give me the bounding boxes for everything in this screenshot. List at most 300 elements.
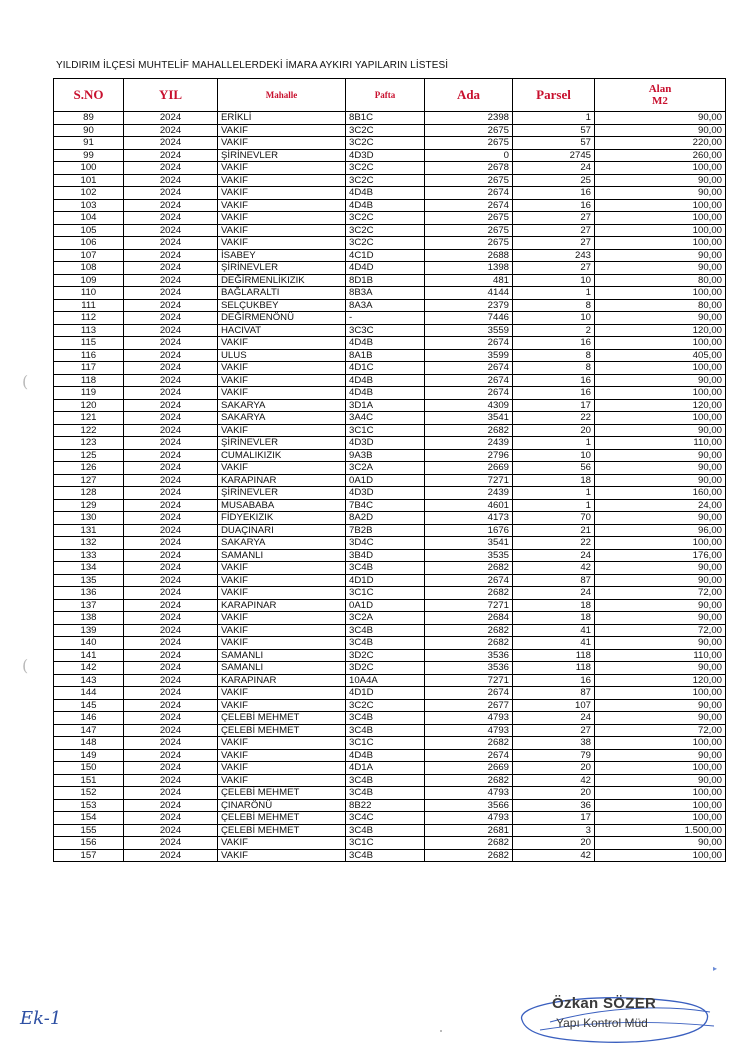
cell-sno: 126 [54, 462, 124, 475]
cell-ada: 2674 [425, 374, 513, 387]
cell-parsel: 42 [513, 562, 595, 575]
cell-pafta: 3C4B [346, 624, 425, 637]
cell-pafta: 8B22 [346, 799, 425, 812]
cell-pafta: 3C3C [346, 324, 425, 337]
cell-sno: 133 [54, 549, 124, 562]
table-row [54, 749, 726, 762]
cell-mahalle: VAKIF [218, 587, 346, 600]
cell-alan: 100,00 [595, 849, 726, 862]
cell-pafta: 8B3A [346, 287, 425, 300]
cell-ada: 2682 [425, 624, 513, 637]
cell-alan: 90,00 [595, 512, 726, 525]
cell-sno: 146 [54, 712, 124, 725]
cell-mahalle: KARAPINAR [218, 674, 346, 687]
cell-mahalle: ŞİRİNEVLER [218, 487, 346, 500]
cell-pafta: 4D4B [346, 387, 425, 400]
cell-parsel: 87 [513, 687, 595, 700]
cell-alan: 90,00 [595, 712, 726, 725]
cell-alan: 90,00 [595, 112, 726, 125]
cell-sno: 120 [54, 399, 124, 412]
cell-mahalle: ÇELEBİ MEHMET [218, 787, 346, 800]
cell-parsel: 118 [513, 649, 595, 662]
cell-ada: 4793 [425, 712, 513, 725]
table-row [54, 337, 726, 350]
table-row [54, 199, 726, 212]
cell-yil: 2024 [124, 224, 218, 237]
cell-sno: 130 [54, 512, 124, 525]
cell-parsel: 56 [513, 462, 595, 475]
cell-pafta: 4D3D [346, 437, 425, 450]
cell-mahalle: DEĞİRMENÖNÜ [218, 312, 346, 325]
cell-alan: 24,00 [595, 499, 726, 512]
cell-alan: 90,00 [595, 374, 726, 387]
cell-alan: 100,00 [595, 762, 726, 775]
cell-mahalle: VAKIF [218, 737, 346, 750]
cell-pafta: 3C4B [346, 849, 425, 862]
header-sno: S.NO [54, 79, 124, 112]
table-row [54, 774, 726, 787]
table-row [54, 437, 726, 450]
cell-yil: 2024 [124, 387, 218, 400]
cell-yil: 2024 [124, 712, 218, 725]
cell-sno: 110 [54, 287, 124, 300]
header-alan [595, 79, 726, 112]
cell-parsel: 24 [513, 162, 595, 175]
cell-pafta: 3C2C [346, 174, 425, 187]
cell-yil: 2024 [124, 687, 218, 700]
cell-yil: 2024 [124, 649, 218, 662]
cell-sno: 121 [54, 412, 124, 425]
cell-mahalle: SAKARYA [218, 399, 346, 412]
header-ada: Ada [425, 79, 513, 112]
table-row [54, 737, 726, 750]
cell-pafta: 4D1D [346, 574, 425, 587]
cell-mahalle: ŞİRİNEVLER [218, 149, 346, 162]
cell-mahalle: ÇELEBİ MEHMET [218, 824, 346, 837]
cell-sno: 153 [54, 799, 124, 812]
cell-parsel: 1 [513, 487, 595, 500]
cell-mahalle: VAKIF [218, 849, 346, 862]
table-row [54, 112, 726, 125]
table-row [54, 662, 726, 675]
cell-alan: 80,00 [595, 299, 726, 312]
cell-yil: 2024 [124, 199, 218, 212]
cell-pafta: 4D1D [346, 687, 425, 700]
cell-mahalle: VAKIF [218, 612, 346, 625]
cell-alan: 90,00 [595, 124, 726, 137]
cell-mahalle: ÇINARÖNÜ [218, 799, 346, 812]
cell-sno: 148 [54, 737, 124, 750]
cell-sno: 102 [54, 187, 124, 200]
cell-ada: 7271 [425, 474, 513, 487]
table-row [54, 649, 726, 662]
cell-parsel: 17 [513, 399, 595, 412]
scan-speck [440, 1030, 442, 1032]
cell-sno: 135 [54, 574, 124, 587]
cell-parsel: 2745 [513, 149, 595, 162]
table-body [54, 112, 726, 862]
table-row [54, 237, 726, 250]
cell-mahalle: FİDYEKIZIK [218, 512, 346, 525]
cell-yil: 2024 [124, 724, 218, 737]
cell-sno: 115 [54, 337, 124, 350]
cell-sno: 116 [54, 349, 124, 362]
table-row [54, 224, 726, 237]
cell-ada: 4173 [425, 512, 513, 525]
cell-sno: 134 [54, 562, 124, 575]
cell-parsel: 10 [513, 312, 595, 325]
cell-mahalle: VAKIF [218, 224, 346, 237]
table-row [54, 174, 726, 187]
cell-parsel: 24 [513, 549, 595, 562]
cell-sno: 155 [54, 824, 124, 837]
cell-sno: 89 [54, 112, 124, 125]
page-title: YILDIRIM İLÇESİ MUHTELİF MAHALLELERDEKİ İMARA AYKIRI YAPILARIN LİSTESİ [56, 60, 449, 71]
cell-sno: 142 [54, 662, 124, 675]
table-row [54, 474, 726, 487]
cell-ada: 7271 [425, 599, 513, 612]
cell-mahalle: VAKIF [218, 124, 346, 137]
cell-sno: 144 [54, 687, 124, 700]
cell-sno: 150 [54, 762, 124, 775]
cell-pafta: 4D1A [346, 762, 425, 775]
cell-pafta: 3C4C [346, 812, 425, 825]
cell-mahalle: DUAÇINARI [218, 524, 346, 537]
cell-mahalle: VAKIF [218, 749, 346, 762]
cell-yil: 2024 [124, 237, 218, 250]
cell-alan: 110,00 [595, 437, 726, 450]
cell-alan: 90,00 [595, 474, 726, 487]
table-row [54, 299, 726, 312]
cell-ada: 2675 [425, 174, 513, 187]
cell-pafta: 3C4B [346, 562, 425, 575]
table-row [54, 149, 726, 162]
cell-ada: 2682 [425, 737, 513, 750]
table-row [54, 249, 726, 262]
table-row [54, 274, 726, 287]
cell-yil: 2024 [124, 337, 218, 350]
cell-pafta: 0A1D [346, 474, 425, 487]
cell-pafta: 4C1D [346, 249, 425, 262]
cell-mahalle: VAKIF [218, 837, 346, 850]
cell-yil: 2024 [124, 762, 218, 775]
cell-mahalle: SAKARYA [218, 412, 346, 425]
cell-yil: 2024 [124, 287, 218, 300]
structures-table [53, 78, 726, 862]
table-row [54, 712, 726, 725]
cell-sno: 107 [54, 249, 124, 262]
cell-sno: 143 [54, 674, 124, 687]
cell-yil: 2024 [124, 699, 218, 712]
cell-ada: 2681 [425, 824, 513, 837]
cell-pafta: 4D4B [346, 337, 425, 350]
cell-yil: 2024 [124, 637, 218, 650]
cell-yil: 2024 [124, 574, 218, 587]
cell-pafta: 4D4D [346, 262, 425, 275]
cell-sno: 90 [54, 124, 124, 137]
cell-ada: 2682 [425, 562, 513, 575]
cell-yil: 2024 [124, 274, 218, 287]
cell-mahalle: KARAPINAR [218, 474, 346, 487]
cell-parsel: 8 [513, 299, 595, 312]
cell-ada: 2688 [425, 249, 513, 262]
cell-mahalle: VAKIF [218, 174, 346, 187]
cell-sno: 151 [54, 774, 124, 787]
cell-sno: 149 [54, 749, 124, 762]
table-row [54, 849, 726, 862]
cell-alan: 72,00 [595, 724, 726, 737]
table-row [54, 699, 726, 712]
cell-alan: 80,00 [595, 274, 726, 287]
cell-yil: 2024 [124, 537, 218, 550]
cell-sno: 127 [54, 474, 124, 487]
cell-sno: 147 [54, 724, 124, 737]
cell-ada: 2682 [425, 424, 513, 437]
cell-parsel: 41 [513, 637, 595, 650]
cell-parsel: 18 [513, 474, 595, 487]
cell-sno: 91 [54, 137, 124, 150]
cell-yil: 2024 [124, 674, 218, 687]
cell-mahalle: SAKARYA [218, 537, 346, 550]
cell-parsel: 42 [513, 849, 595, 862]
cell-alan: 405,00 [595, 349, 726, 362]
cell-sno: 99 [54, 149, 124, 162]
cell-ada: 2678 [425, 162, 513, 175]
cell-ada: 2674 [425, 387, 513, 400]
cell-parsel: 1 [513, 499, 595, 512]
cell-alan: 260,00 [595, 149, 726, 162]
cell-sno: 137 [54, 599, 124, 612]
cell-parsel: 25 [513, 174, 595, 187]
cell-ada: 3541 [425, 412, 513, 425]
cell-sno: 128 [54, 487, 124, 500]
cell-mahalle: VAKIF [218, 237, 346, 250]
cell-mahalle: ERİKLİ [218, 112, 346, 125]
cell-alan: 100,00 [595, 212, 726, 225]
cell-pafta: 3C1C [346, 837, 425, 850]
cell-alan: 100,00 [595, 687, 726, 700]
table-row [54, 824, 726, 837]
cell-pafta: 3C2C [346, 212, 425, 225]
cell-mahalle: VAKIF [218, 687, 346, 700]
cell-yil: 2024 [124, 187, 218, 200]
table-row [54, 762, 726, 775]
cell-alan: 90,00 [595, 562, 726, 575]
cell-pafta: 4D3D [346, 149, 425, 162]
table-row [54, 412, 726, 425]
cell-ada: 3535 [425, 549, 513, 562]
cell-alan: 220,00 [595, 137, 726, 150]
cell-alan: 90,00 [595, 462, 726, 475]
cell-ada: 3559 [425, 324, 513, 337]
table-row [54, 124, 726, 137]
cell-yil: 2024 [124, 737, 218, 750]
cell-yil: 2024 [124, 587, 218, 600]
cell-ada: 2677 [425, 699, 513, 712]
cell-sno: 138 [54, 612, 124, 625]
cell-yil: 2024 [124, 499, 218, 512]
table-row [54, 287, 726, 300]
cell-parsel: 21 [513, 524, 595, 537]
cell-alan: 90,00 [595, 637, 726, 650]
cell-mahalle: ÇELEBİ MEHMET [218, 812, 346, 825]
cell-ada: 2669 [425, 462, 513, 475]
cell-ada: 2674 [425, 337, 513, 350]
cell-yil: 2024 [124, 512, 218, 525]
cell-parsel: 16 [513, 374, 595, 387]
cell-ada: 2439 [425, 487, 513, 500]
cell-parsel: 20 [513, 424, 595, 437]
header-alan-label: Alan [648, 83, 672, 95]
cell-sno: 140 [54, 637, 124, 650]
cell-sno: 113 [54, 324, 124, 337]
cell-ada: 4601 [425, 499, 513, 512]
cell-sno: 112 [54, 312, 124, 325]
cell-ada: 1398 [425, 262, 513, 275]
cell-ada: 2682 [425, 849, 513, 862]
cell-sno: 139 [54, 624, 124, 637]
cell-parsel: 27 [513, 212, 595, 225]
cell-ada: 2674 [425, 574, 513, 587]
cell-alan: 100,00 [595, 224, 726, 237]
cell-yil: 2024 [124, 812, 218, 825]
cell-sno: 104 [54, 212, 124, 225]
cell-alan: 90,00 [595, 662, 726, 675]
cell-alan: 100,00 [595, 812, 726, 825]
table-row [54, 449, 726, 462]
cell-pafta: 4D3D [346, 487, 425, 500]
cell-yil: 2024 [124, 362, 218, 375]
cell-yil: 2024 [124, 662, 218, 675]
table-row [54, 799, 726, 812]
margin-arrow-mark: ▸ [713, 964, 718, 973]
table-row [54, 137, 726, 150]
cell-yil: 2024 [124, 624, 218, 637]
cell-yil: 2024 [124, 849, 218, 862]
cell-alan: 90,00 [595, 312, 726, 325]
cell-mahalle: SELÇUKBEY [218, 299, 346, 312]
cell-yil: 2024 [124, 374, 218, 387]
cell-mahalle: VAKIF [218, 624, 346, 637]
cell-mahalle: ÇELEBİ MEHMET [218, 712, 346, 725]
cell-alan: 100,00 [595, 287, 726, 300]
cell-pafta: 8B1C [346, 112, 425, 125]
cell-mahalle: HACIVAT [218, 324, 346, 337]
cell-alan: 100,00 [595, 537, 726, 550]
cell-ada: 2675 [425, 124, 513, 137]
cell-pafta: 3B4D [346, 549, 425, 562]
cell-parsel: 57 [513, 124, 595, 137]
cell-mahalle: VAKIF [218, 424, 346, 437]
cell-sno: 136 [54, 587, 124, 600]
cell-parsel: 42 [513, 774, 595, 787]
cell-alan: 120,00 [595, 399, 726, 412]
cell-pafta: 3D4C [346, 537, 425, 550]
cell-ada: 4793 [425, 787, 513, 800]
cell-mahalle: VAKIF [218, 574, 346, 587]
cell-mahalle: ŞİRİNEVLER [218, 437, 346, 450]
cell-alan: 176,00 [595, 549, 726, 562]
cell-alan: 72,00 [595, 587, 726, 600]
cell-pafta: 3C4B [346, 637, 425, 650]
cell-alan: 90,00 [595, 749, 726, 762]
cell-parsel: 16 [513, 199, 595, 212]
header-mahalle: Mahalle [218, 79, 346, 112]
cell-parsel: 27 [513, 237, 595, 250]
cell-ada: 0 [425, 149, 513, 162]
header-yil: YIL [124, 79, 218, 112]
cell-sno: 111 [54, 299, 124, 312]
cell-alan: 160,00 [595, 487, 726, 500]
cell-yil: 2024 [124, 112, 218, 125]
table-row [54, 499, 726, 512]
cell-parsel: 118 [513, 662, 595, 675]
cell-ada: 7271 [425, 674, 513, 687]
cell-ada: 4309 [425, 399, 513, 412]
cell-ada: 2675 [425, 237, 513, 250]
cell-yil: 2024 [124, 299, 218, 312]
cell-sno: 125 [54, 449, 124, 462]
margin-bracket-mark: ( [22, 656, 29, 675]
cell-alan: 100,00 [595, 362, 726, 375]
annex-label: Ek-1 [20, 1008, 62, 1029]
cell-alan: 90,00 [595, 187, 726, 200]
cell-pafta: 10A4A [346, 674, 425, 687]
cell-parsel: 70 [513, 512, 595, 525]
cell-ada: 2796 [425, 449, 513, 462]
official-stamp [510, 992, 715, 1048]
cell-ada: 2674 [425, 187, 513, 200]
cell-mahalle: CUMALIKIZIK [218, 449, 346, 462]
cell-mahalle: VAKIF [218, 774, 346, 787]
cell-mahalle: VAKIF [218, 337, 346, 350]
cell-ada: 2674 [425, 749, 513, 762]
cell-parsel: 27 [513, 224, 595, 237]
cell-yil: 2024 [124, 162, 218, 175]
cell-pafta: 3C2C [346, 237, 425, 250]
cell-ada: 2674 [425, 199, 513, 212]
table-row [54, 387, 726, 400]
cell-yil: 2024 [124, 137, 218, 150]
cell-ada: 2675 [425, 212, 513, 225]
cell-yil: 2024 [124, 312, 218, 325]
cell-yil: 2024 [124, 412, 218, 425]
cell-sno: 129 [54, 499, 124, 512]
cell-parsel: 27 [513, 724, 595, 737]
cell-pafta: - [346, 312, 425, 325]
table-row [54, 837, 726, 850]
cell-parsel: 16 [513, 337, 595, 350]
cell-mahalle: VAKIF [218, 637, 346, 650]
cell-yil: 2024 [124, 749, 218, 762]
table-row [54, 624, 726, 637]
margin-bracket-mark: ( [22, 372, 29, 391]
cell-yil: 2024 [124, 449, 218, 462]
cell-sno: 131 [54, 524, 124, 537]
cell-parsel: 243 [513, 249, 595, 262]
cell-parsel: 8 [513, 362, 595, 375]
cell-pafta: 9A3B [346, 449, 425, 462]
cell-yil: 2024 [124, 799, 218, 812]
cell-alan: 100,00 [595, 799, 726, 812]
cell-ada: 2684 [425, 612, 513, 625]
cell-parsel: 3 [513, 824, 595, 837]
cell-mahalle: ŞİRİNEVLER [218, 262, 346, 275]
cell-sno: 145 [54, 699, 124, 712]
cell-sno: 103 [54, 199, 124, 212]
cell-pafta: 0A1D [346, 599, 425, 612]
cell-pafta: 3C4B [346, 712, 425, 725]
